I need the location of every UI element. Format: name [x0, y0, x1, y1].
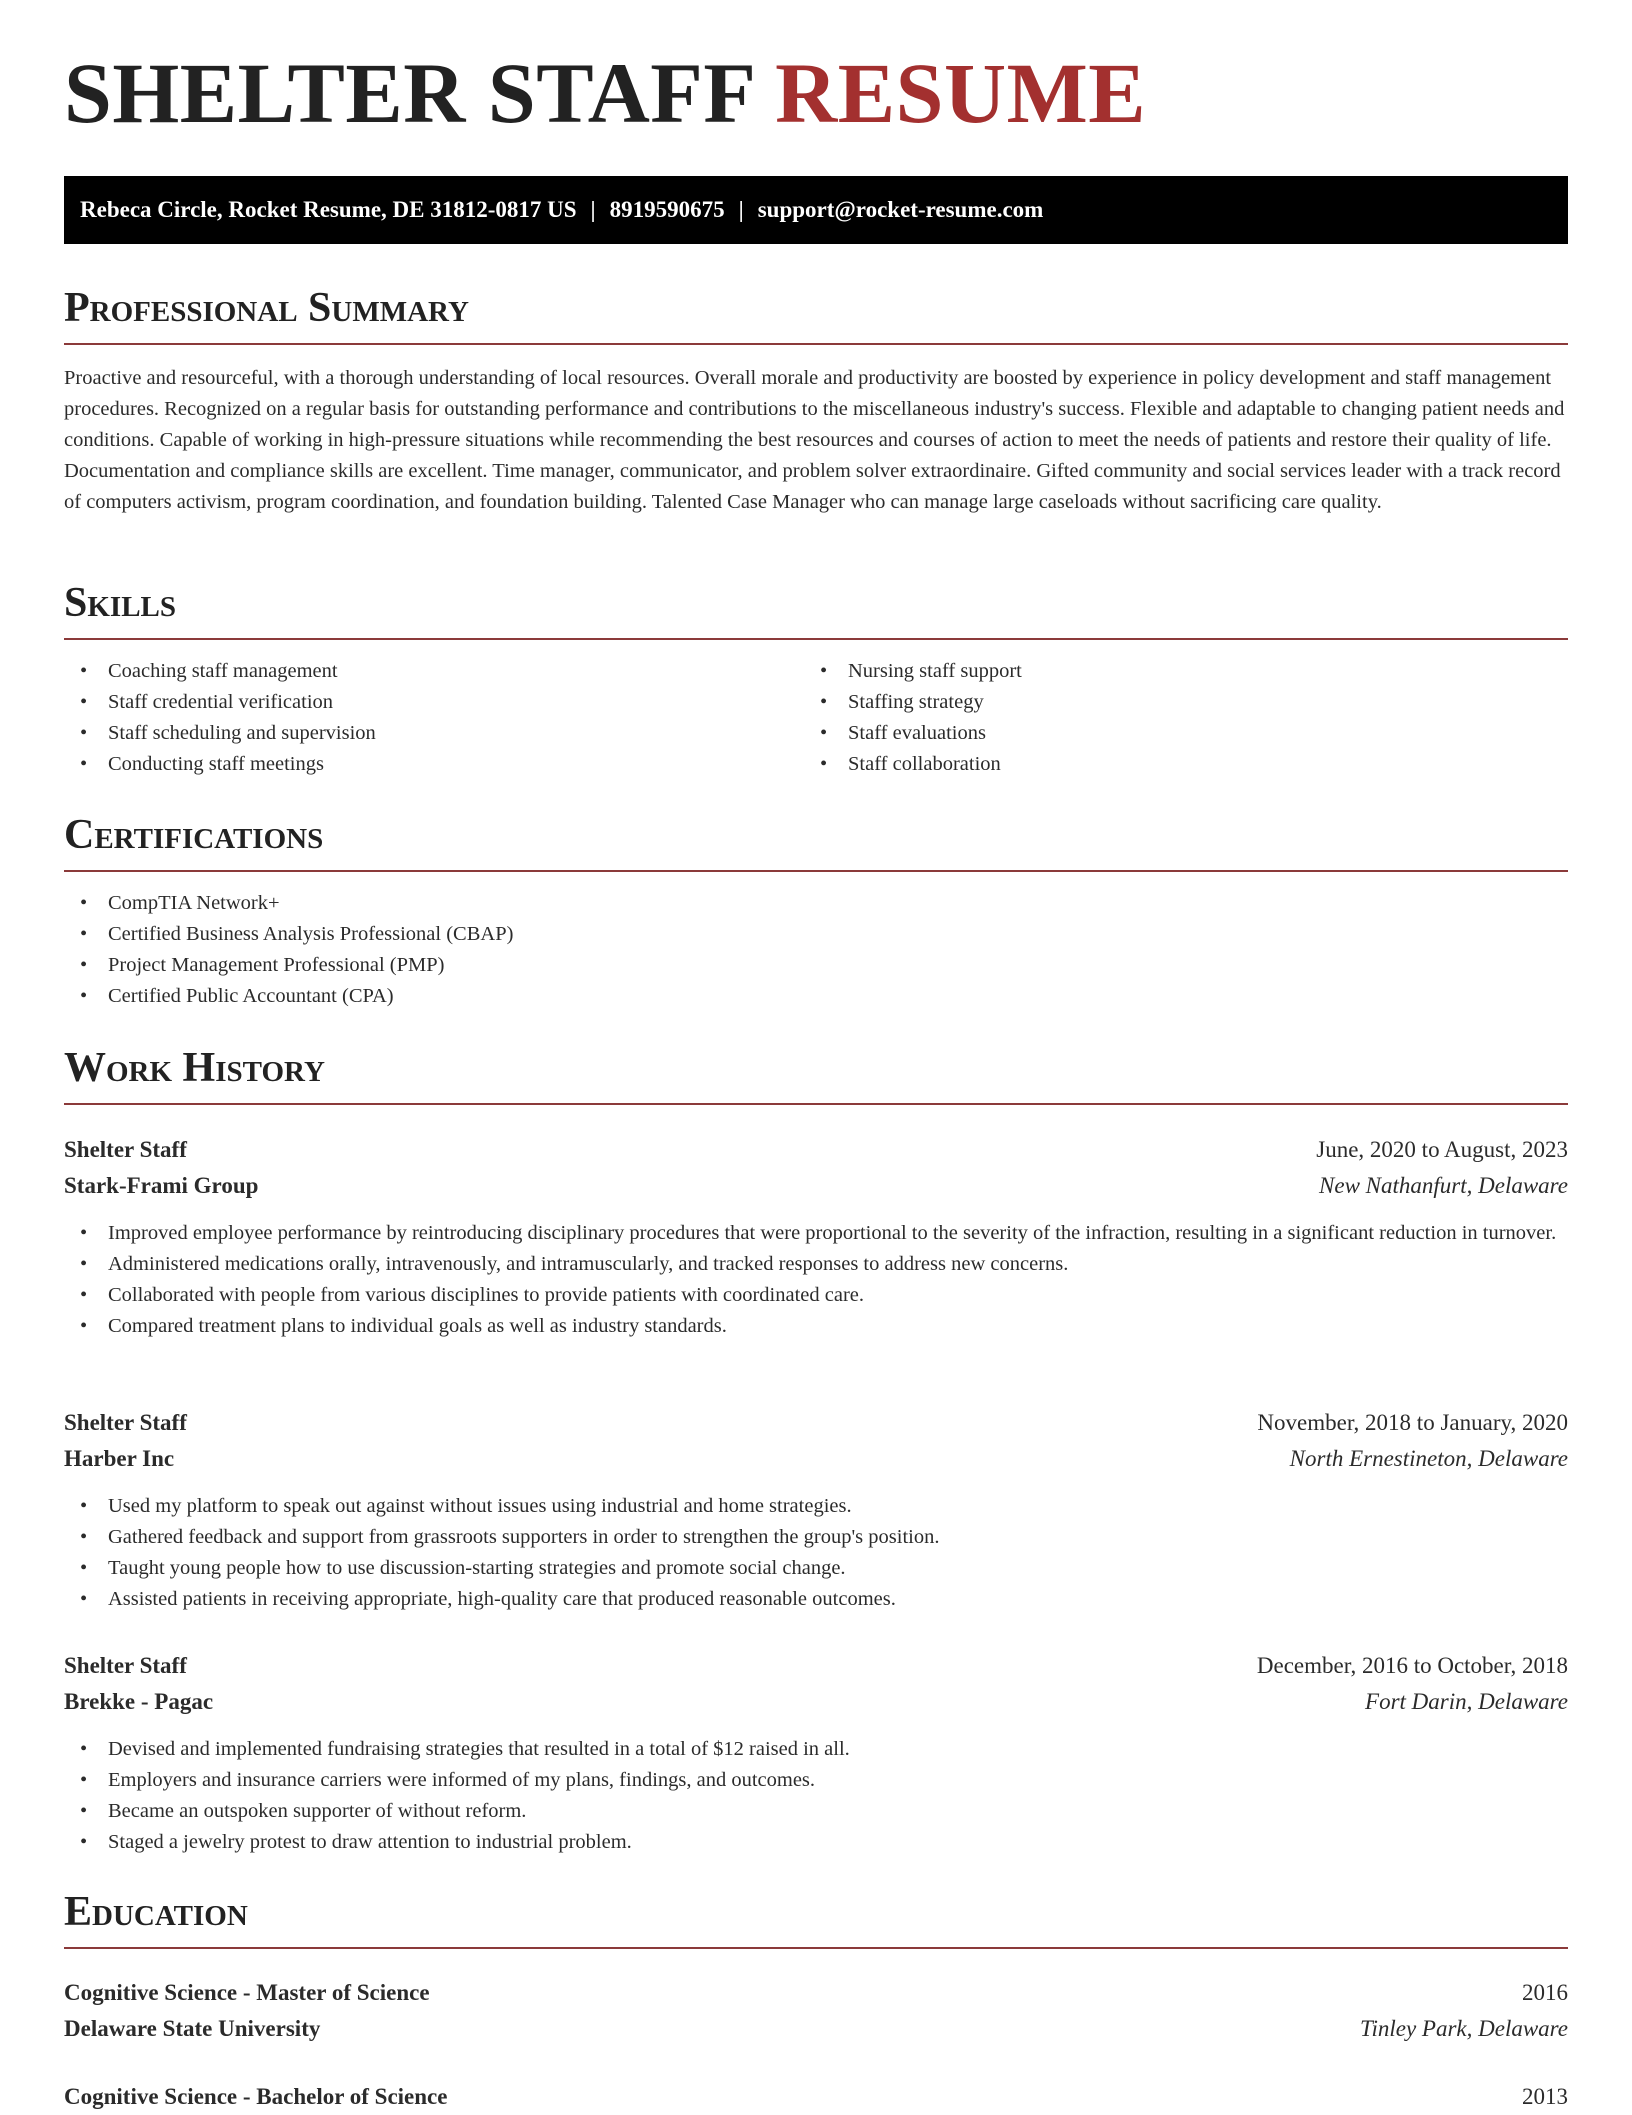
job-dates: November, 2018 to January, 2020 — [1257, 1410, 1568, 1435]
job-bullets — [64, 1218, 1568, 1342]
skills-grid — [64, 656, 1568, 780]
skill-item: • Staff collaboration — [804, 749, 1544, 780]
skill-item: • Conducting staff meetings — [64, 749, 804, 780]
skill-item: • Staff evaluations — [804, 718, 1544, 749]
job-head-row — [64, 1168, 1568, 1204]
section-heading-skills: Skills — [64, 582, 1568, 640]
job-bullet: • Collaborated with people from various disciplines to provide patients with coordinated care. — [64, 1280, 1568, 1311]
job-head-row — [64, 1132, 1568, 1168]
education-year: 2016 — [1522, 1980, 1568, 2005]
contact-email: support@rocket-resume.com — [757, 197, 1044, 222]
contact-phone: 8919590675 — [609, 197, 725, 222]
job-location: North Ernestineton, Delaware — [1289, 1446, 1568, 1471]
summary-section — [64, 287, 1568, 518]
job-bullet: • Compared treatment plans to individual goals as well as industry standards. — [64, 1311, 1568, 1342]
contact-address: Rebeca Circle, Rocket Resume, DE 31812-0817 US — [80, 197, 577, 222]
job-bullets — [64, 1491, 1568, 1615]
work-section — [64, 1047, 1568, 1105]
skill-item: • Coaching staff management — [64, 656, 804, 687]
education-entry — [64, 1975, 1568, 2047]
education-location: Tinley Park, Delaware — [1359, 2016, 1568, 2041]
section-heading-summary: Professional Summary — [64, 287, 1568, 345]
skill-item: • Nursing staff support — [804, 656, 1544, 687]
section-heading-certifications: Certifications — [64, 814, 1568, 872]
job-dates: December, 2016 to October, 2018 — [1256, 1653, 1568, 1678]
skill-item: • Staffing strategy — [804, 687, 1544, 718]
job-bullet: • Improved employee performance by reintroducing disciplinary procedures that were proportional to the severity of the infraction, resulting in a significant reduction in turnover. — [64, 1218, 1568, 1249]
job-location: Fort Darin, Delaware — [1365, 1689, 1568, 1714]
skill-item: • Staff credential verification — [64, 687, 804, 718]
job-entry — [64, 1648, 1568, 1858]
job-company: Harber Inc — [64, 1446, 175, 1471]
job-company: Brekke - Pagac — [64, 1689, 214, 1714]
certification-item: • Certified Business Analysis Professional (CBAP) — [64, 919, 1568, 950]
contact-bar — [64, 176, 1568, 244]
job-bullets — [64, 1734, 1568, 1858]
title-main: SHELTER STAFF — [64, 45, 754, 141]
job-entry — [64, 1132, 1568, 1342]
education-degree: Cognitive Science - Bachelor of Science — [64, 2084, 448, 2109]
job-title: Shelter Staff — [64, 1410, 187, 1435]
job-head-row — [64, 1648, 1568, 1684]
certification-item: • Certified Public Accountant (CPA) — [64, 981, 1568, 1012]
contact-separator: | — [738, 197, 744, 222]
certifications-section — [64, 814, 1568, 1012]
job-bullet: • Assisted patients in receiving appropriate, high-quality care that produced reasonable outcomes. — [64, 1584, 1568, 1615]
job-bullet: • Administered medications orally, intravenously, and intramuscularly, and tracked responses to address new concerns. — [64, 1249, 1568, 1280]
job-head-row — [64, 1684, 1568, 1720]
job-dates: June, 2020 to August, 2023 — [1316, 1137, 1568, 1162]
job-head-row — [64, 1405, 1568, 1441]
education-entry — [64, 2079, 1568, 2115]
job-title: Shelter Staff — [64, 1653, 187, 1678]
job-entry — [64, 1405, 1568, 1615]
job-bullet: • Devised and implemented fundraising strategies that resulted in a total of $12 raised in all. — [64, 1734, 1568, 1765]
education-head-row — [64, 2011, 1568, 2047]
section-heading-education: Education — [64, 1891, 1568, 1949]
education-school: Delaware State University — [64, 2016, 321, 2041]
resume-title — [64, 0, 1568, 141]
job-bullet: • Used my platform to speak out against without issues using industrial and home strategies. — [64, 1491, 1568, 1522]
title-accent: RESUME — [775, 45, 1147, 141]
certifications-list — [64, 888, 1568, 1012]
education-section — [64, 1891, 1568, 1949]
contact-separator: | — [590, 197, 596, 222]
education-degree: Cognitive Science - Master of Science — [64, 1980, 430, 2005]
certification-item: • Project Management Professional (PMP) — [64, 950, 1568, 981]
skill-item: • Staff scheduling and supervision — [64, 718, 804, 749]
job-company: Stark-Frami Group — [64, 1173, 259, 1198]
job-bullet: • Became an outspoken supporter of without reform. — [64, 1796, 1568, 1827]
job-bullet: • Taught young people how to use discussion-starting strategies and promote social change. — [64, 1553, 1568, 1584]
skills-list-right — [804, 656, 1544, 780]
job-head-row — [64, 1441, 1568, 1477]
job-location: New Nathanfurt, Delaware — [1319, 1173, 1568, 1198]
education-head-row — [64, 1975, 1568, 2011]
job-bullet: • Employers and insurance carriers were informed of my plans, findings, and outcomes. — [64, 1765, 1568, 1796]
education-head-row — [64, 2079, 1568, 2115]
skills-section — [64, 582, 1568, 780]
job-title: Shelter Staff — [64, 1137, 187, 1162]
job-bullet: • Staged a jewelry protest to draw attention to industrial problem. — [64, 1827, 1568, 1858]
job-bullet: • Gathered feedback and support from grassroots supporters in order to strengthen the group's position. — [64, 1522, 1568, 1553]
education-year: 2013 — [1522, 2084, 1568, 2109]
summary-text: Proactive and resourceful, with a thorough understanding of local resources. Overall morale and productivity are boosted by experience in policy development and staff management procedures. Recognized on a regular basis for outstanding performance and contributions to the miscellaneous industry's success. Flexible and adaptable to changing patient needs and conditions. Capable of working in high-pressure situations while recommending the best resources and courses of action to meet the needs of patients and restore their quality of life. Documentation and compliance skills are excellent. Time manager, communicator, and problem solver extraordinaire. Gifted community and social services leader with a track record of computers activism, program coordination, and foundation building. Talented Case Manager who can manage large caseloads without sacrificing care quality. — [64, 367, 1565, 513]
skills-list-left — [64, 656, 804, 780]
certification-item: • CompTIA Network+ — [64, 888, 1568, 919]
section-heading-work: Work History — [64, 1047, 1568, 1105]
